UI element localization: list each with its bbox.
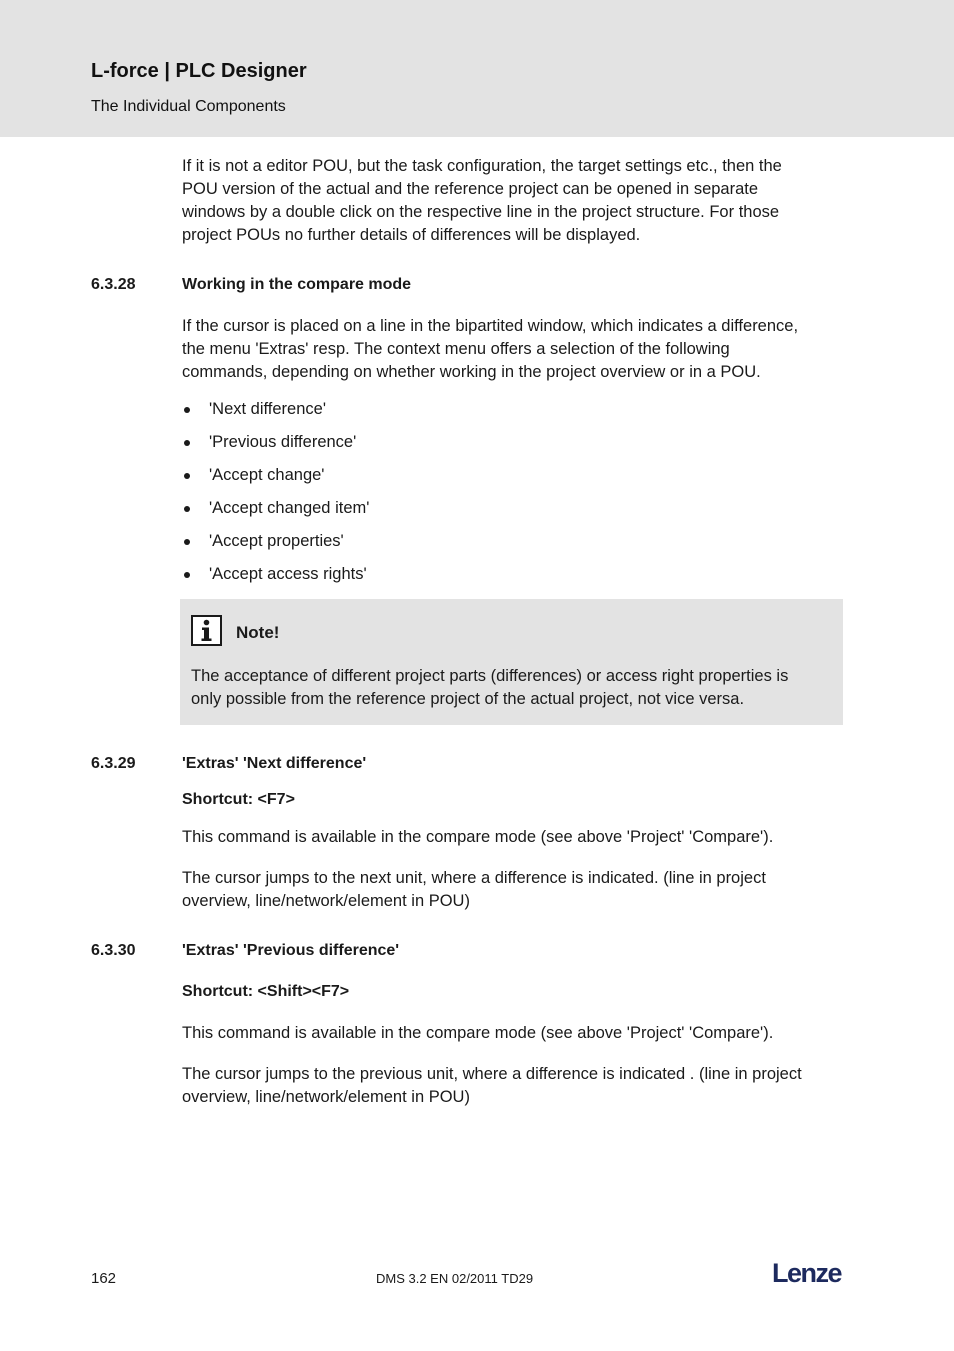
bullet-icon: [184, 440, 190, 446]
document-subtitle: The Individual Components: [91, 98, 286, 115]
compare-mode-paragraph: [182, 315, 837, 384]
behavior-paragraph: [182, 867, 837, 913]
shortcut-label: Shortcut: <F7>: [182, 791, 295, 808]
command-list: [182, 397, 369, 595]
paragraph-line: commands, depending on whether working in the project overview or in a POU.: [182, 363, 761, 381]
list-item: [182, 397, 369, 430]
shortcut-label: Shortcut: <Shift><F7>: [182, 983, 350, 1000]
list-item-label: 'Previous difference': [209, 433, 357, 451]
intro-line: project POUs no further details of differences will be displayed.: [182, 226, 641, 244]
list-item: [182, 430, 369, 463]
list-item: [182, 529, 369, 562]
list-item: [182, 496, 369, 529]
bullet-icon: [184, 473, 190, 479]
paragraph-line: overview, line/network/element in POU): [182, 1088, 470, 1106]
list-item-label: 'Accept properties': [209, 532, 344, 550]
section-number: 6.3.28: [91, 276, 136, 293]
paragraph-line: overview, line/network/element in POU): [182, 892, 470, 910]
list-item: [182, 562, 369, 595]
availability-paragraph: This command is available in the compare mode (see above 'Project' 'Compare').: [182, 1024, 774, 1042]
list-item-label: 'Next difference': [209, 400, 326, 418]
document-code: DMS 3.2 EN 02/2011 TD29: [376, 1271, 534, 1286]
paragraph-line: If the cursor is placed on a line in the bipartited window, which indicates a difference,: [182, 317, 799, 335]
info-icon: [191, 615, 222, 646]
section-title: 'Extras' 'Next difference': [182, 755, 367, 772]
bullet-icon: [184, 572, 190, 578]
list-item: [182, 463, 369, 496]
document-title: L-force | PLC Designer: [91, 60, 307, 82]
behavior-paragraph: [182, 1063, 837, 1109]
note-text: [191, 665, 831, 711]
bullet-icon: [184, 539, 190, 545]
intro-line: If it is not a editor POU, but the task configuration, the target settings etc., then the: [182, 157, 782, 175]
section-number: 6.3.30: [91, 942, 136, 959]
note-line: only possible from the reference project of the actual project, not vice versa.: [191, 690, 745, 708]
info-glyph: [193, 617, 220, 644]
list-item-label: 'Accept access rights': [209, 565, 367, 583]
bullet-icon: [184, 506, 190, 512]
page-header: [0, 0, 954, 137]
lenze-logo: [770, 1258, 850, 1288]
section-title: 'Extras' 'Previous difference': [182, 942, 400, 959]
bullet-icon: [184, 407, 190, 413]
paragraph-line: The cursor jumps to the previous unit, where a difference is indicated . (line in project: [182, 1065, 802, 1083]
note-box: [180, 599, 843, 725]
page-number: 162: [91, 1270, 117, 1287]
list-item-label: 'Accept change': [209, 466, 325, 484]
section-number: 6.3.29: [91, 755, 136, 772]
paragraph-line: the menu 'Extras' resp. The context menu offers a selection of the following: [182, 340, 730, 358]
list-item-label: 'Accept changed item': [209, 499, 370, 517]
intro-line: windows by a double click on the respective line in the project structure. For those: [182, 203, 780, 221]
intro-line: POU version of the actual and the reference project can be opened in separate: [182, 180, 759, 198]
note-title: Note!: [236, 623, 280, 642]
note-line: The acceptance of different project parts (differences) or access right properties is: [191, 667, 789, 685]
paragraph-line: The cursor jumps to the next unit, where a difference is indicated. (line in project: [182, 869, 766, 887]
availability-paragraph: This command is available in the compare mode (see above 'Project' 'Compare').: [182, 828, 774, 846]
intro-paragraph: [182, 155, 837, 247]
svg-text:Lenze: Lenze: [772, 1258, 842, 1288]
section-title: Working in the compare mode: [182, 276, 412, 293]
